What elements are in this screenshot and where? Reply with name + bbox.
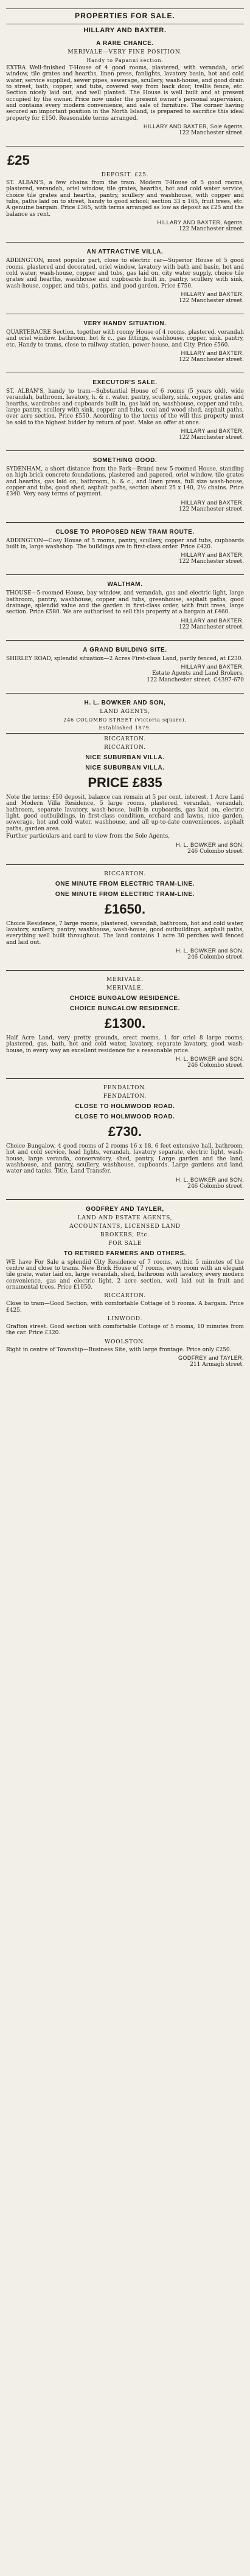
divider (6, 522, 244, 523)
ad-bowker-riccarton-villa (6, 700, 244, 854)
ad-signature: H. L. BOWKER and SON, (176, 947, 244, 954)
firm-line-3: ACCOUNTANTS, LICENSED LAND (69, 1223, 181, 1230)
firm-name: GODFREY AND TAYLER, (86, 1205, 164, 1213)
ad-body: EXTRA Well-finished T-House of 4 good rooms, plastered, with verandah, oriel window, tile grates and hearths, linen press, fanlights, lavatory basin, hot and cold water, service supplied, sewer pipes, sewerage, scullery, wash-house, and good drain to street, bath, copper, and tubs, covered way from back door, trellis fence, etc. Section nicely laid out, and well planted. The House is well built and at present occupied by the owner. Price now under the present owner's personal supervision, and contains every modern convenience, and sale of furniture. The corner having secured an important position in the North Island, is prepared to sacrifice this ideal property for £150. Reasonable terms arranged. (6, 65, 244, 122)
ad-signature: HILLARY and BAXTER, (181, 664, 244, 670)
ad-riccarton-tram-line (6, 871, 244, 960)
ad-body-linwood: Grafton street. Good section with comfortable Cottage of 5 rooms, 10 minutes from the car. Price £320. (6, 1324, 244, 1337)
ad-fendalton (6, 1085, 244, 1190)
ad-headline-repeat: CLOSE TO HOLMWOOD ROAD. (75, 1113, 175, 1120)
ad-footnote: Further particulars and card to view from the Sole Agents, (6, 833, 170, 840)
ad-signature: HILLARY AND BAXTER, Agents, (157, 219, 244, 226)
divider (6, 733, 244, 734)
ad-subhead-repeat: MERIVALE. (106, 985, 144, 991)
ad-body: ADDINGTON—Cosy House of 5 rooms, pantry, scullery, copper and tubs, cupboards built in, large washshop. The buildings are in first-class order. Price £420. (6, 537, 244, 551)
ad-subhead-linwood: LINWOOD. (107, 1316, 143, 1323)
ad-merivale-bungalow (6, 977, 244, 1069)
ad-address: 122 Manchester street. (179, 506, 244, 512)
ad-signature-line2: Estate Agents and Land Brokers, (152, 670, 244, 677)
divider (6, 970, 244, 971)
ad-body: WE have For Sale a splendid City Residence of 7 rooms, within 5 minutes of the centre and close to trams. New Brick House of 7 rooms, every room with an elegant tile grate, water laid on, large verandah, shed, bathroom with lavatory, every modern convenience, gas and electric light, 2 acre section, well laid out in fruit and ornamental trees. Price £1050. (6, 1259, 244, 1290)
ad-headline: NICE SUBURBAN VILLA. (85, 754, 165, 762)
ad-body: ADDINGTON, most popular part, close to electric car—Superior House of 5 good rooms, plastered and decorated, oriel window, lavatory with bath and basin, hot and cold water, wash-house, copper and tubs, gas laid on, city water supply, choice tile grates and hearths, washhouse and cupboards built in, pantry, scullery with sink, wash-house, copper, and tubs, paths, and good garden. Price £750. (6, 258, 244, 289)
divider (6, 242, 244, 243)
ad-subhead-repeat: FENDALTON. (103, 1093, 147, 1100)
column-heading: PROPERTIES FOR SALE. (75, 12, 175, 20)
firm-line-4: BROKERS, Etc. (100, 1231, 150, 1238)
divider (6, 450, 244, 451)
ad-price-block (6, 775, 244, 791)
ad-executors-sale (6, 379, 244, 441)
ad-body: QUARTERACRE Section, together with roomy House of 4 rooms, plastered, verandah and oriel window, bathroom, hot & c., gas fittings, washhouse, copper, sink, pantry, etc. Handy to trams, close to railway station, power-house, and City. Price £560. (6, 329, 244, 348)
ad-signature: H. L. BOWKER and SON, (176, 841, 244, 848)
ad-signature: HILLARY and BAXTER, (181, 350, 244, 356)
ad-headline: CHOICE BUNGALOW RESIDENCE. (69, 994, 181, 1002)
ad-address: 122 Manchester street. (179, 559, 244, 565)
ad-price: £1650. (104, 901, 146, 917)
ad-headline-repeat: NICE SUBURBAN VILLA. (85, 765, 165, 772)
ad-address: 246 Colombo street. (187, 1183, 244, 1190)
ad-address: 246 Colombo street. (187, 954, 244, 960)
ad-headline: A GRAND BUILDING SITE. (83, 646, 167, 653)
ad-headline: WALTHAM. (107, 581, 143, 588)
ad-address: 246 Colombo street. (187, 1062, 244, 1069)
ad-headline: AN ATTRACTIVE VILLA. (86, 249, 164, 256)
ad-address: 211 Armagh street. (190, 1362, 244, 1368)
ad-rare-chance (6, 40, 244, 136)
ad-subhead: RICCARTON. (104, 736, 146, 743)
ad-address: 122 Manchester street. (179, 356, 244, 363)
firm-line-2: LAND AND ESTATE AGENTS, (77, 1214, 173, 1221)
divider (6, 864, 244, 865)
ad-headline: ONE MINUTE FROM ELECTRIC TRAM-LINE. (55, 880, 195, 887)
ad-deposit (6, 153, 244, 232)
ad-godfrey-tayler (6, 1206, 244, 1368)
ad-price-label: PRICE (88, 775, 129, 791)
ad-deposit-label: DEPOSIT. £25. (101, 172, 149, 179)
ad-address: 122 Manchester street. (179, 130, 244, 137)
ad-subhead: MERIVALE. (106, 976, 144, 983)
ad-body: Half Acre Land, very pretty grounds, erect rooms, 1 for oriel 8 large rooms, plastered, gas, bath, hot and cold water, lavatory, separate lavatory, good wash-house, in every way an excellent residence for a reasonable price. (6, 1035, 244, 1054)
ad-body: SHIRLEY ROAD, splendid situation—2 Acres First-class Land, partly fenced, at £230. (6, 655, 243, 662)
ad-address: 122 Manchester street. (179, 624, 244, 630)
ad-headline: SOMETHING GOOD. (92, 456, 158, 464)
divider (6, 574, 244, 575)
ad-headline: TO RETIRED FARMERS AND OTHERS. (63, 1250, 187, 1257)
ad-signature: HILLARY and BAXTER, (181, 499, 244, 506)
ad-headline-repeat: CHOICE BUNGALOW RESIDENCE. (69, 1005, 181, 1012)
firm-name: HILLARY AND BAXTER. (83, 27, 167, 34)
divider (6, 640, 244, 641)
ad-subhead-woolston: WOOLSTON. (105, 1338, 145, 1345)
ad-signature: H. L. BOWKER and SON, (176, 1176, 244, 1183)
ad-tagline: Handy to Papanui section. (86, 58, 164, 63)
firm-subtitle: LAND AGENTS, (100, 709, 150, 715)
ad-body: ST. ALBAN'S, a few chains from the tram. Modern T-House of 5 good rooms, plastered, verandah, oriel window, tile grates, hearths, hot and cold water service, choice tile grates and hearths, pantry, scullery and washhouse, with copper and tubs, paths laid on to street, handy to good school; section 33 x 165, fruit trees, etc. A genuine bargain. Price £365, with terms arranged as low as deposit as £25 and the balance as rent. (6, 180, 244, 218)
ad-signature: HILLARY and BAXTER, (181, 552, 244, 559)
ad-price: £1300. (104, 1015, 146, 1031)
firm-name: H. L. BOWKER AND SON, (84, 700, 166, 707)
ad-address: 246 Colombo street. (187, 848, 244, 855)
ad-subhead: RICCARTON. (104, 870, 146, 877)
ad-address: 122 Manchester street. C4397-670 (147, 677, 244, 684)
ad-headline-repeat: ONE MINUTE FROM ELECTRIC TRAM-LINE. (55, 890, 195, 898)
ad-signature: HILLARY and BAXTER, (181, 427, 244, 434)
firm-established: Established 1879. (99, 725, 151, 731)
ad-body: THOUSE—5-roomed House, bay window, and verandah, gas and electric light, large bathroom, pantry, washhouse, copper and tubs, greenhouse, asphalt paths, good drainage, splendid value and the garden in first-class order, with fruit trees, large section. Price £580. We are authorised to sell this property at a bargain at £460. (6, 590, 244, 616)
ad-headline: CLOSE TO HOLMWOOD ROAD. (75, 1103, 175, 1110)
firm-address: 246 COLOMBO STREET (Victoria square), (63, 717, 187, 723)
ad-subhead: FOR SALE (108, 1240, 142, 1247)
ad-body-riccarton: Close to tram—Good Section, with comfortable Cottage of 5 rooms. A bargain. Price £425. (6, 1301, 244, 1314)
ad-something-good (6, 457, 244, 512)
ad-signature: HILLARY AND BAXTER, Sole Agents, (143, 123, 244, 130)
ad-headline: VERY HANDY SITUATION. (83, 320, 167, 327)
ad-body-woolston: Right in centre of Township—Business Site, with large frontage. Price only £250. (6, 1346, 232, 1353)
ad-close-to-tram (6, 529, 244, 565)
divider (6, 1078, 244, 1079)
ad-headline: CLOSE TO PROPOSED NEW TRAM ROUTE. (55, 528, 195, 536)
ad-address: 122 Manchester street. (179, 434, 244, 441)
ad-price: £835 (132, 775, 162, 791)
ad-headline: EXECUTOR'S SALE. (92, 379, 158, 386)
divider (6, 1199, 244, 1200)
ad-body: ST. ALBAN'S, handy to tram—Substantial House of 6 rooms (5 years old), wide verandah, bathroom, lavatory, h. & c. water, pantry, scullery, sink, copper, grates and hearths, wardrobes and cupboards built in, gas laid on, washhouse, copper and tubs, large pantry, scullery with sink, copper and tubs, coal and wood shed, asphalt paths, over acre section. Price £550. According to the terms of the will this property must be sold to the highest bidder by return of post. Make an offer at once. (6, 388, 244, 426)
ad-attractive-villa (6, 249, 244, 304)
ad-price: £730. (108, 1123, 142, 1139)
ad-body: Note the terms: £50 deposit, balance can remain at 5 per cent. interest. 1 Acre Land and Modern Villa Residence, 5 large rooms, plastered, verandah, verandah, bathroom, separate lavatory, wash-house, built-in cupboards, gas laid on, electric light, good outbuildings, in first-class condition, orchard and lawns, nice garden, sewerage, hot and cold water, washhouse, and all up-to-date conveniences, asphalt paths, garden area. (6, 794, 244, 832)
ad-signature: GODFREY and TAYLER, (178, 1355, 244, 1362)
ad-signature: H. L. BOWKER and SON, (176, 1055, 244, 1062)
divider (6, 693, 244, 694)
ad-handy-situation (6, 320, 244, 363)
ad-subhead-riccarton: RICCARTON. (104, 1293, 146, 1300)
ad-waltham (6, 581, 244, 630)
ad-subhead: MERIVALE—VERY FINE POSITION. (68, 49, 182, 55)
ad-building-site (6, 647, 244, 683)
ad-body: Choice Residence, 7 large rooms, plastered, verandah, bathroom, hot and cold water, lavatory, scullery, pantry, washhouse, wash-house, good outbuildings, asphalt paths, everything well built throughout. The land contains 1 acre 30 perches well fenced and laid out. (6, 920, 244, 946)
ad-subhead: FENDALTON. (103, 1084, 147, 1091)
ad-subhead-repeat: RICCARTON. (104, 745, 146, 751)
ad-signature: HILLARY and BAXTER, (181, 291, 244, 297)
ad-price: £25 (7, 153, 30, 168)
ad-body: Choice Bungalow, 4 good rooms of 2 rooms 16 x 18, 6 feet extensive hall, bathroom, hot and cold service, lead lights, verandah, lavatory separate, electric light, wash-house, large veranda, conservatory, shed, pantry, Large garden and the land, washhouse, and pantry, scullery, washhouse, cupboards. Large gardens and land, water and tanks. Title, Land Transfer. (6, 1143, 244, 1175)
ad-headline: A RARE CHANCE. (96, 40, 154, 47)
ad-address: 122 Manchester street. (179, 226, 244, 233)
ad-address: 122 Manchester street. (179, 297, 244, 304)
ad-signature: HILLARY and BAXTER, (181, 617, 244, 624)
ad-body: SYDENHAM, a short distance from the Park—Brand new 5-roomed House, standing on high brick concrete foundations, plastered and papered, oriel window, tile grates and hearths, gas laid on, bathroom, h. & c., and linen press, full size wash-house, copper and tubs, good shed, asphalt paths, section about 25 x 140, 2½ chains. Price £340. Very easy terms of payment. (6, 466, 244, 498)
